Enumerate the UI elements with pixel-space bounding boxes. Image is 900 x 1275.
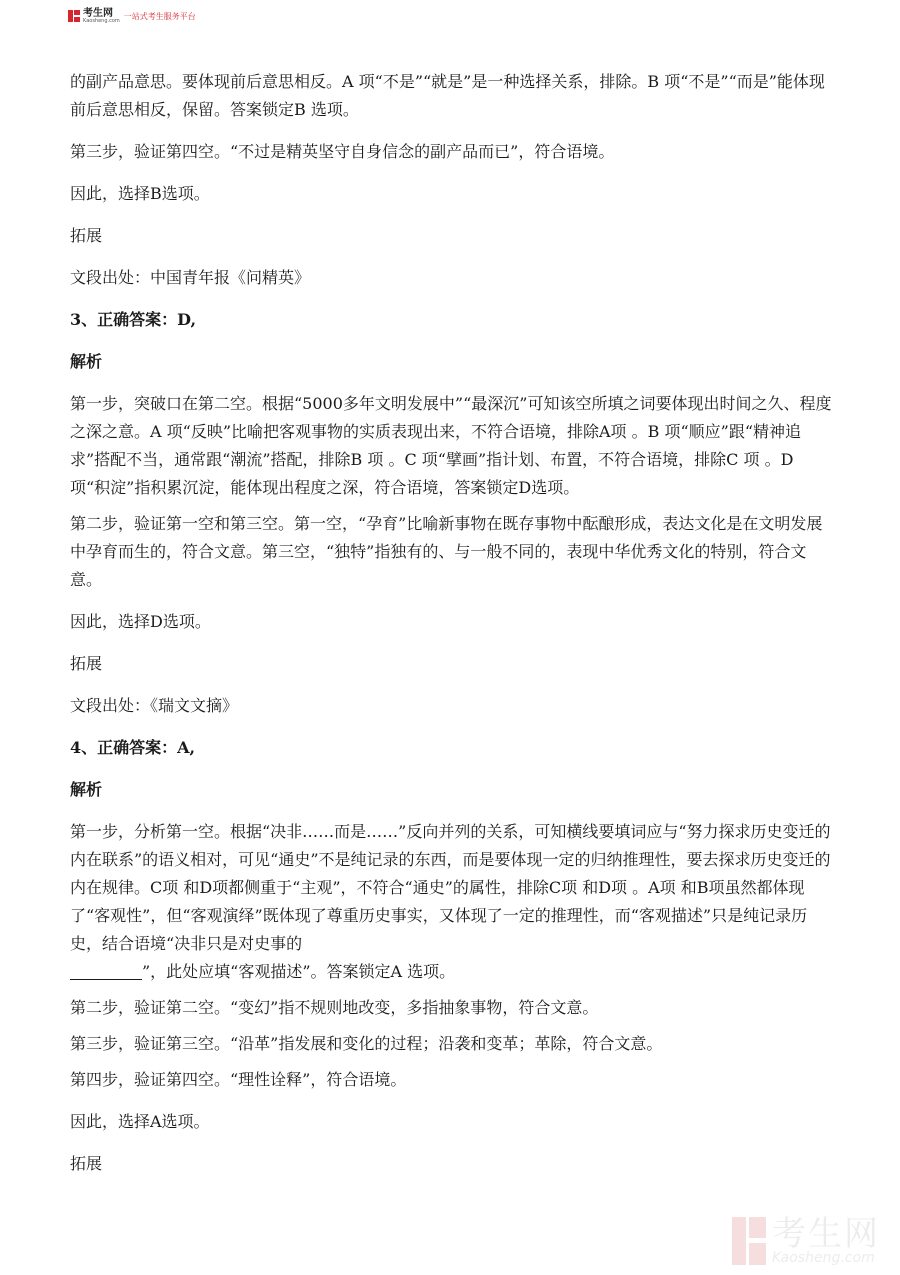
step-one-text: 第一步，突破口在第二空。根据“5000多年文明发展中”“最深沉”可知该空所填之词要体现出时间之久、程度之深之意。A 项“反映”比喻把客观事物的实质表现出来，不符合语境，排除A项 。B 项“顺应”跟“精神追求”搭配不当，通常跟“潮流”搭配，排除B 项 。C 项“擘画”指计划、布置，不符合语境，排除C 项 。D 项“积淀”指积累沉淀，能体现出程度之深，符合语境，答案锁定D选项。	[70, 394, 832, 497]
step-three-text: 第三步，验证第三空。“沿革”指发展和变化的过程；沿袭和变革；革除，符合文意。	[70, 1034, 663, 1053]
fill-blank-line	[70, 963, 142, 980]
answer-heading: 3、正确答案：D,	[70, 310, 197, 329]
watermark-domain: Kaosheng.com	[772, 1250, 875, 1266]
extension-label: 拓展	[70, 1154, 103, 1173]
conclusion-text: 因此，选择B选项。	[70, 184, 210, 203]
brand-logo-text	[83, 9, 120, 24]
kaosheng-logo-icon	[68, 10, 80, 22]
page-header	[68, 8, 196, 24]
watermark-text: 考生网	[772, 1214, 880, 1254]
analysis-heading: 解析	[70, 352, 103, 371]
document-body	[70, 68, 832, 1192]
extension-label: 拓展	[70, 654, 103, 673]
extension-label: 拓展	[70, 226, 103, 245]
brand-slogan: 一站式考生服务平台	[123, 11, 196, 21]
answer-heading: 4、正确答案：A,	[70, 738, 196, 757]
paragraph-continuation: 的副产品意思。要体现前后意思相反。A 项“不是”“就是”是一种选择关系，排除。B 项“不是”“而是”能体现前后意思相反，保留。答案锁定B 选项。	[70, 72, 825, 119]
brand-domain: Kaosheng.com	[83, 17, 120, 24]
conclusion-text: 因此，选择A选项。	[70, 1112, 210, 1131]
conclusion-text: 因此，选择D选项。	[70, 612, 211, 631]
step-one-tail: ”，此处应填“客观描述”。答案锁定A 选项。	[142, 962, 456, 981]
step-four-text: 第四步，验证第四空。“理性诠释”，符合语境。	[70, 1070, 407, 1089]
step-two-text: 第二步，验证第一空和第三空。第一空，“孕育”比喻新事物在既存事物中酝酿形成，表达文化是在文明发展中孕育而生的，符合文意。第三空，“独特”指独有的、与一般不同的，表现中华优秀文化的特别，符合文意。	[70, 514, 823, 589]
step-two-text: 第二步，验证第二空。“变幻”指不规则地改变，多指抽象事物，符合文意。	[70, 998, 599, 1017]
brand-name: 考生网	[83, 7, 113, 19]
step-one-body: 第一步，分析第一空。根据“决非……而是……”反向并列的关系，可知横线要填词应与“努力探求历史变迁的内在联系”的语义相对，可见“通史”不是纯记录的东西，而是要体现一定的归纳推理性，要去探求历史变迁的内在规律。C项 和D项都侧重于“主观”，不符合“通史”的属性，排除C项 和D项 。A项 和B项虽然都体现了“客观性”，但“客观演绎”既体现了尊重历史事实，又体现了一定的推理性，而“客观描述”只是纯记录历史，结合语境“决非只是对史事的	[70, 822, 831, 953]
watermark	[732, 1214, 880, 1266]
step-three-text: 第三步，验证第四空。“不过是精英坚守自身信念的副产品而已”，符合语境。	[70, 142, 615, 161]
step-one-text	[70, 818, 832, 986]
watermark-logo-icon	[732, 1217, 766, 1265]
source-text: 文段出处：《瑞文文摘》	[70, 696, 239, 715]
analysis-heading: 解析	[70, 780, 103, 799]
source-text: 文段出处：中国青年报《问精英》	[70, 268, 311, 287]
